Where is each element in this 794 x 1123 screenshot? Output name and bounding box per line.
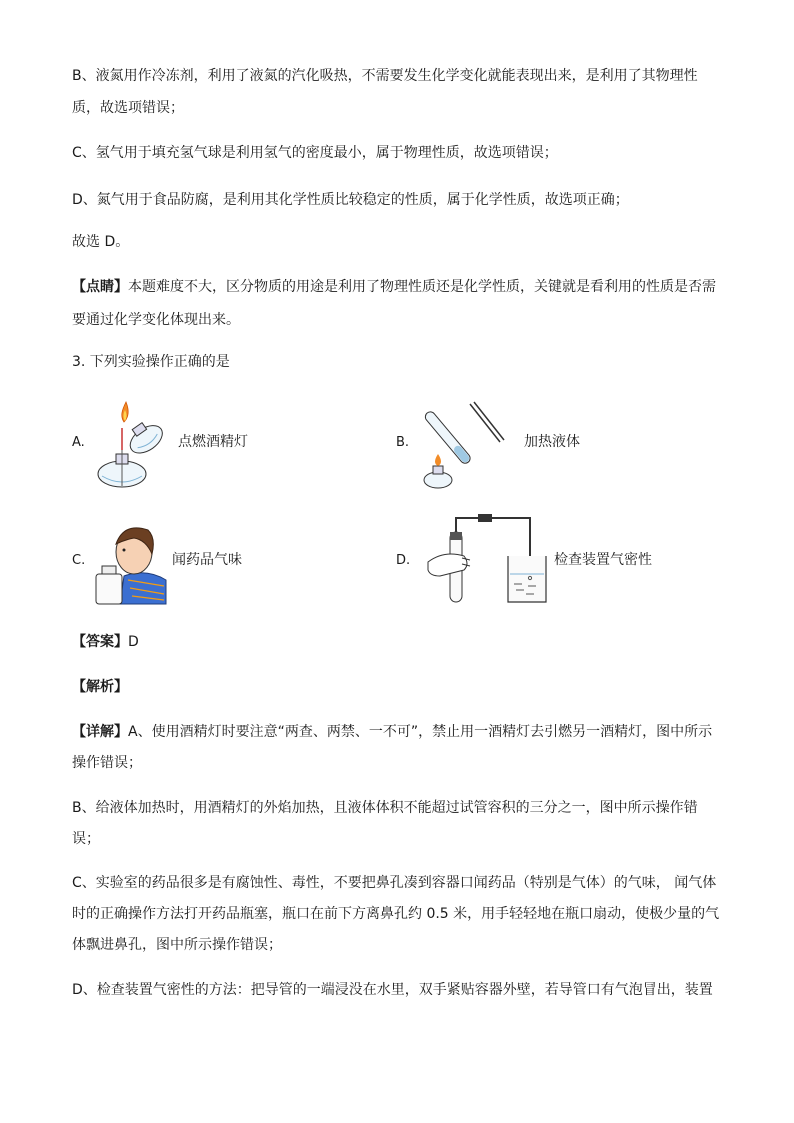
text-line: B、液氮用作冷冻剂，利用了液氮的汽化吸热，不需要发生化学变化就能表现出来，是利用了其物理性 — [72, 68, 698, 84]
comment-text: 本题难度不大，区分物质的用途是利用了物理性质还是化学性质，关键就是看利用的性质是否需 — [128, 279, 716, 295]
answer-tag: 【答案】 — [72, 634, 128, 650]
detail-tag: 【详解】 — [72, 724, 128, 740]
comment-line — [72, 277, 716, 297]
detail-line — [72, 722, 712, 742]
option-b-letter: B. — [396, 435, 410, 450]
detail-text: A、使用酒精灯时要注意“两查、两禁、一不可”，禁止用一酒精灯去引燃另一酒精灯，图中所示 — [128, 724, 713, 740]
text-line: C、氢气用于填充氢气球是利用氢气的密度最小，属于物理性质，故选项错误； — [72, 145, 558, 161]
option-c-label: 闻药品气味 — [172, 552, 242, 568]
text-line: D、检查装置气密性的方法：把导管的一端浸没在水里，双手紧贴容器外壁，若导管口有气泡冒出，装置 — [72, 982, 713, 998]
text-line: 误； — [72, 831, 100, 847]
question-title: 3. 下列实验操作正确的是 — [72, 354, 230, 370]
option-a-letter: A. — [72, 435, 85, 450]
option-d-letter: D. — [396, 553, 411, 568]
answer-line — [72, 632, 139, 652]
text-line: 操作错误； — [72, 755, 142, 771]
option-b-label: 加热液体 — [524, 434, 580, 450]
analysis-tag: 【解析】 — [72, 679, 128, 695]
text-line: 体飘进鼻孔，图中所示操作错误； — [72, 937, 282, 953]
option-a-label: 点燃酒精灯 — [178, 434, 248, 450]
option-d-label: 检查装置气密性 — [554, 552, 652, 568]
smelling-chemical-icon — [94, 514, 170, 606]
answer-value: D — [128, 634, 139, 650]
airtightness-check-icon — [424, 510, 552, 606]
alcohol-lamp-lighting-icon — [92, 398, 176, 492]
option-c-letter: C. — [72, 553, 86, 568]
text-line: B、给液体加热时，用酒精灯的外焰加热，且液体体积不能超过试管容积的三分之一，图中所示操作错 — [72, 800, 698, 816]
text-line: C、实验室的药品很多是有腐蚀性、毒性，不要把鼻孔凑到容器口闻药品（特别是气体）的气味， 闻气体 — [72, 875, 717, 891]
text-line: 时的正确操作方法打开药品瓶塞，瓶口在前下方离鼻孔约 0.5 米，用手轻轻地在瓶口扇动，使极少量的气 — [72, 906, 720, 922]
text-line: D、氮气用于食品防腐，是利用其化学性质比较稳定的性质，属于化学性质，故选项正确； — [72, 192, 629, 208]
text-line: 质，故选项错误； — [72, 100, 184, 116]
text-line: 要通过化学变化体现出来。 — [72, 312, 240, 328]
text-line: 故选 D。 — [72, 234, 130, 250]
heating-liquid-test-tube-icon — [418, 398, 508, 490]
comment-tag: 【点睛】 — [72, 279, 128, 295]
